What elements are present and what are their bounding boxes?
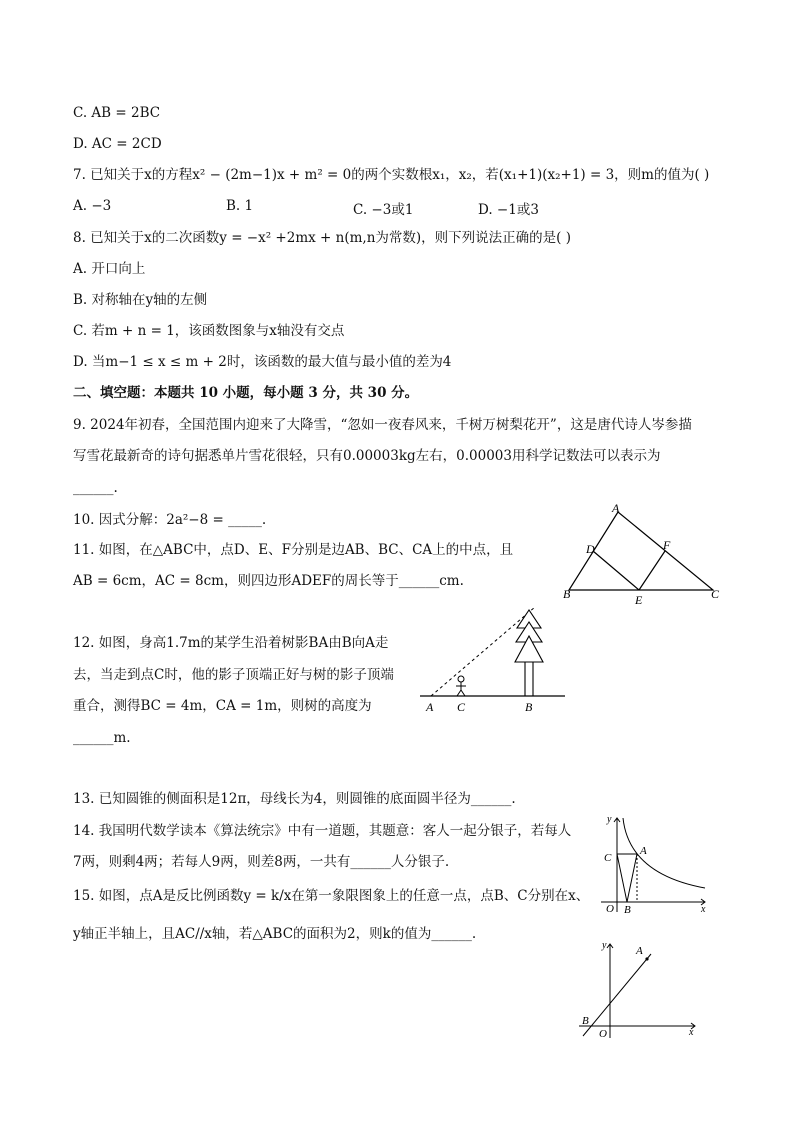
- question-9-line-2: 写雪花最新奇的诗句据悉单片雪花很轻，只有0.00003kg左右，0.00003用科学记数法可以表示为: [73, 448, 661, 464]
- label-a: A: [640, 845, 647, 857]
- line-graph-figure: [575, 938, 700, 1040]
- student-icon: [456, 676, 466, 696]
- label-b: B: [582, 1015, 589, 1027]
- label-a: A: [612, 501, 620, 515]
- label-d: D: [586, 542, 595, 556]
- axis-x-label: x: [689, 1027, 694, 1038]
- question-7: 7. 已知关于x的方程x² − (2m−1)x + m² = 0的两个实数根x₁，x₂，若(x₁+1)(x₂+1) = 3，则m的值为( ): [73, 167, 710, 183]
- question-15-line-2: y轴正半轴上，且AC//x轴，若△ABC的面积为2，则k的值为______.: [73, 926, 477, 942]
- label-c: C: [457, 700, 466, 714]
- question-12-line-2: 去，当走到点C时，他的影子顶端正好与树的影子顶端: [73, 667, 394, 683]
- q8-option-a: A. 开口向上: [73, 261, 146, 277]
- question-13: 13. 已知圆锥的侧面积是12π，母线长为4，则圆锥的底面圆半径为______.: [73, 791, 516, 807]
- label-f: F: [663, 538, 671, 552]
- q7-option-d: D. −1或3: [478, 202, 539, 218]
- question-12-line-4: ______m.: [73, 730, 131, 746]
- option-c-line: C. AB = 2BC: [73, 105, 161, 121]
- label-b: B: [563, 587, 571, 601]
- option-d-line: D. AC = 2CD: [73, 136, 162, 152]
- q7-option-c: C. −3或1: [353, 202, 414, 218]
- question-12-line-3: 重合，测得BC = 4m，CA = 1m，则树的高度为: [73, 698, 372, 714]
- label-b: B: [624, 904, 631, 916]
- label-c: C: [711, 587, 720, 601]
- axis-y-label: y: [602, 940, 607, 951]
- section-2-heading: 二、填空题：本题共 10 小题，每小题 3 分，共 30 分。: [73, 385, 419, 401]
- label-a: A: [636, 945, 643, 957]
- tree-shadow-figure-q12: [415, 600, 570, 720]
- label-o: O: [599, 1028, 607, 1040]
- question-14-line-1: 14. 我国明代数学读本《算法统宗》中有一道题，其题意：客人一起分银子，若每人: [73, 823, 572, 839]
- label-b: B: [525, 700, 533, 714]
- question-8: 8. 已知关于x的二次函数y = −x² +2mx + n(m,n为常数)，则下列说法正确的是( ): [73, 230, 571, 246]
- question-14-line-2: 7两，则剩4两；若每人9两，则差8两，一共有______人分银子.: [73, 854, 450, 870]
- q8-option-c: C. 若m + n = 1，该函数图象与x轴没有交点: [73, 323, 345, 339]
- point-a: [645, 957, 648, 960]
- triangle-figure-q11: [555, 500, 730, 610]
- label-o: O: [606, 903, 614, 915]
- question-10: 10. 因式分解：2a²−8 = _____.: [73, 512, 267, 528]
- axis-y-label: y: [607, 814, 612, 825]
- label-e: E: [635, 593, 643, 607]
- q7-option-b: B. 1: [226, 198, 254, 214]
- q8-option-b: B. 对称轴在y轴的左侧: [73, 292, 208, 308]
- tree-icon: [515, 610, 543, 696]
- label-a: A: [426, 700, 434, 714]
- question-12-line-1: 12. 如图，身高1.7m的某学生沿着树影BA由B向A走: [73, 635, 389, 651]
- q7-option-a: A. −3: [73, 198, 112, 214]
- question-11-line-1: 11. 如图，在△ABC中，点D、E、F分别是边AB、BC、CA上的中点，且: [73, 542, 514, 558]
- question-15-line-1: 15. 如图，点A是反比例函数y = k/x在第一象限图象上的任意一点，点B、C分别在x、: [73, 888, 590, 904]
- question-7-options: [73, 198, 593, 216]
- label-c: C: [604, 852, 612, 864]
- reciprocal-function-figure-q15: [597, 812, 712, 917]
- axis-x-label: x: [701, 904, 706, 915]
- question-9-line-1: 9. 2024年初春，全国范围内迎来了大降雪，“忽如一夜春风来，千树万树梨花开”，这是唐代诗人岑参描: [73, 417, 692, 433]
- question-11-line-2: AB = 6cm，AC = 8cm，则四边形ADEF的周长等于______cm.: [73, 573, 464, 589]
- q8-option-d: D. 当m−1 ≤ x ≤ m + 2时，该函数的最大值与最小值的差为4: [73, 354, 452, 370]
- question-9-line-3: ______.: [73, 480, 118, 496]
